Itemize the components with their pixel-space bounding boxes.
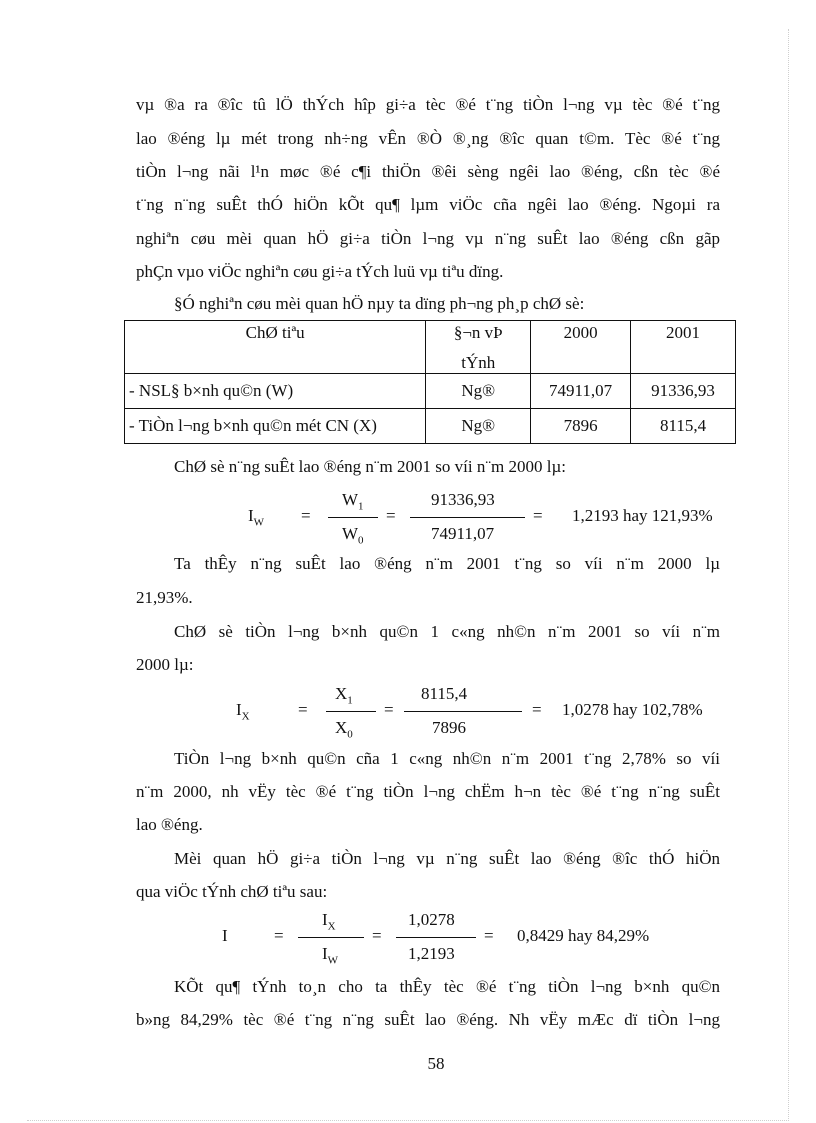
table-cell: - NSL§ b×nh qu©n (W) <box>125 374 426 409</box>
table-cell: - TiÒn l¬ng b×nh qu©n mét CN (X) <box>125 409 426 444</box>
formula-numerator: $I_X$ <box>322 910 336 933</box>
paragraph-line: nghiªn cøu mèi quan hÖ gi÷a tiÒn l¬ng vµ n¨ng suÊt lao ®éng cßn gãp <box>136 229 720 248</box>
paragraph-line: 2000 lµ: <box>136 655 194 674</box>
formula-numerator: $X_1$ <box>335 684 353 707</box>
table-header-row <box>125 321 736 374</box>
formula-lhs: I <box>222 926 228 945</box>
formula-wage-index <box>136 680 736 750</box>
paragraph-line: b»ng 84,29% tèc ®é t¨ng n¨ng suÊt lao ®éng. Nh vËy mÆc dï tiÒn l¬ng <box>136 1010 720 1029</box>
denominator-value: 7896 <box>432 718 466 737</box>
paragraph-line: vµ ®a ra ®îc tû lÖ thÝch hîp gi÷a tèc ®é t¨ng tiÒn l¬ng vµ tèc ®é t¨ng <box>136 95 720 114</box>
header-indicator: ChØ tiªu <box>125 321 426 374</box>
paragraph-line: §Ó nghiªn cøu mèi quan hÖ nµy ta dïng ph¬ng ph¸p chØ sè: <box>174 294 585 313</box>
fraction-bar <box>326 711 376 712</box>
equals-sign: = <box>384 700 394 719</box>
equals-sign: = <box>298 700 308 719</box>
paragraph-line: lao ®éng lµ mét trong nh÷ng vÊn ®Ò ®¸ng ®îc quan t©m. Tèc ®é t¨ng <box>136 129 720 148</box>
header-2000: 2000 <box>531 321 631 374</box>
formula-result: 0,8429 hay 84,29% <box>517 926 650 945</box>
formula-result: 1,2193 hay 121,93% <box>572 506 713 525</box>
paragraph-line: Ta thÊy n¨ng suÊt lao ®éng n¨m 2001 t¨ng so víi n¨m 2000 lµ <box>174 554 720 573</box>
fraction-bar <box>298 937 364 938</box>
formula-lhs: $I_X$ <box>236 700 250 723</box>
equals-sign: = <box>532 700 542 719</box>
equals-sign: = <box>301 506 311 525</box>
table-cell: 7896 <box>531 409 631 444</box>
fraction-bar <box>410 517 525 518</box>
formula-denominator: $I_W$ <box>322 944 339 967</box>
table-cell: 8115,4 <box>631 409 736 444</box>
denominator-value: 1,2193 <box>408 944 455 963</box>
equals-sign: = <box>533 506 543 525</box>
page-number: 58 <box>427 1054 445 1073</box>
formula-denominator: $X_0$ <box>335 718 353 741</box>
table-row <box>125 409 736 444</box>
header-unit: §¬n vÞ tÝnh <box>426 321 531 374</box>
paragraph-line: Mèi quan hÖ gi÷a tiÒn l¬ng vµ n¨ng suÊt lao ®éng ®îc thÓ hiÖn <box>174 849 720 868</box>
paragraph-line: lao ®éng. <box>136 815 203 834</box>
denominator-value: 74911,07 <box>431 524 495 543</box>
paragraph-line: 21,93%. <box>136 588 193 607</box>
table-cell: Ng® <box>426 409 531 444</box>
equals-sign: = <box>372 926 382 945</box>
formula-productivity-index <box>136 486 736 556</box>
paragraph-line: phÇn vµo viÖc nghiªn cøu gi÷a tÝch luü vµ tiªu dïng. <box>136 262 504 281</box>
table-cell: Ng® <box>426 374 531 409</box>
table-row <box>125 374 736 409</box>
fraction-bar <box>396 937 476 938</box>
paragraph-line: t¨ng n¨ng suÊt thÓ hiÖn kÕt qu¶ lµm viÖc cña ngêi lao ®éng. Ngoµi ra <box>136 195 720 214</box>
formula-lhs: $I_W$ <box>248 506 265 529</box>
header-2001: 2001 <box>631 321 736 374</box>
formula-result: 1,0278 hay 102,78% <box>562 700 703 719</box>
equals-sign: = <box>386 506 396 525</box>
paragraph-line: ChØ sè n¨ng suÊt lao ®éng n¨m 2001 so víi n¨m 2000 lµ: <box>174 457 566 476</box>
fraction-bar <box>404 711 522 712</box>
fraction-bar <box>328 517 378 518</box>
formula-denominator: $W_0$ <box>342 524 364 547</box>
paragraph-line: KÕt qu¶ tÝnh to¸n cho ta thÊy tèc ®é t¨ng tiÒn l¬ng b×nh qu©n <box>174 977 720 996</box>
formula-ratio-index <box>136 906 736 976</box>
indicator-table <box>124 320 736 444</box>
paragraph-line: ChØ sè tiÒn l¬ng b×nh qu©n 1 c«ng nh©n n¨m 2001 so víi n¨m <box>174 622 720 641</box>
numerator-value: 91336,93 <box>431 490 495 509</box>
equals-sign: = <box>274 926 284 945</box>
paragraph-line: n¨m 2000, nh vËy tèc ®é t¨ng tiÒn l¬ng chËm h¬n tèc ®é t¨ng n¨ng suÊt <box>136 782 720 801</box>
formula-numerator: $W_1$ <box>342 490 364 513</box>
paragraph-line: TiÒn l¬ng b×nh qu©n cña 1 c«ng nh©n n¨m 2001 t¨ng 2,78% so víi <box>174 749 720 768</box>
numerator-value: 1,0278 <box>408 910 455 929</box>
equals-sign: = <box>484 926 494 945</box>
paragraph-line: qua viÖc tÝnh chØ tiªu sau: <box>136 882 328 901</box>
numerator-value: 8115,4 <box>421 684 468 703</box>
table-cell: 74911,07 <box>531 374 631 409</box>
table-cell: 91336,93 <box>631 374 736 409</box>
paragraph-line: tiÒn l¬ng nãi l¹n møc ®é c¶i thiÖn ®êi sèng ngêi lao ®éng, cßn tèc ®é <box>136 162 720 181</box>
